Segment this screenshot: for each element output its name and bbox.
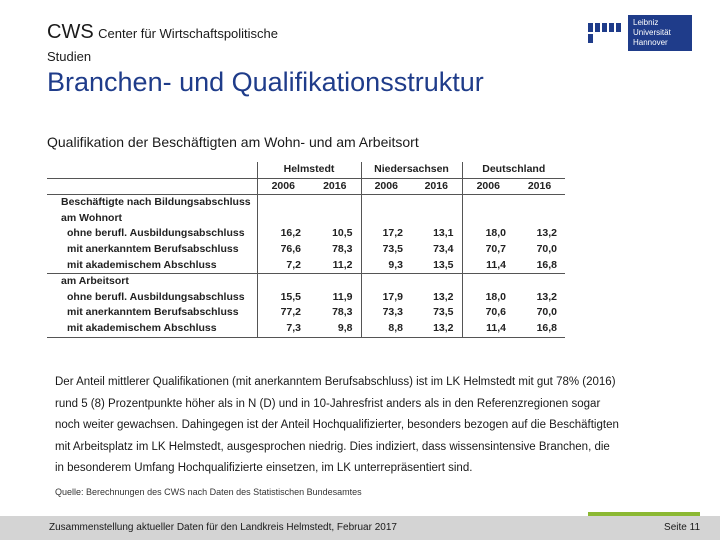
cell-value: 78,3 — [332, 306, 353, 319]
paragraph-line: Der Anteil mittlerer Qualifikationen (mit anerkanntem Berufsabschluss) ist im LK Helmstedt mit gut 78% (2016) — [55, 376, 616, 388]
cell-value: 15,5 — [257, 290, 309, 306]
cell-value: 11,4 — [462, 258, 514, 274]
cell-value: 70,7 — [462, 242, 514, 258]
cell-value: 11,9 — [332, 290, 353, 303]
row-label: mit akademischem Abschluss — [47, 321, 257, 337]
table-year-header-row — [47, 178, 565, 195]
cell-value: 13,2 — [411, 321, 462, 337]
table-region-header-row — [47, 162, 565, 178]
cell-value: 70,0 — [536, 242, 557, 255]
row-label: mit anerkanntem Berufsabschluss — [67, 306, 239, 319]
cell-value: 7,2 — [257, 258, 309, 274]
table-row — [47, 242, 565, 258]
paragraph-line: noch weiter gewachsen. Dahingegen ist der Anteil Hochqualifizierter, besonders bezogen auf die Beschäftigten — [55, 419, 619, 431]
org-abbr: CWS — [47, 21, 94, 43]
cell-value: 73,5 — [433, 306, 454, 319]
cell-value: 9,8 — [309, 321, 361, 337]
table-group-row — [47, 211, 565, 227]
university-logo — [588, 14, 696, 52]
cell-value: 73,3 — [361, 305, 411, 321]
region-header: Niedersachsen — [361, 162, 462, 178]
page-title: Branchen- und Qualifikationsstruktur — [47, 67, 484, 97]
cell-value: 70,0 — [536, 306, 557, 319]
cell-value: 13,5 — [411, 258, 462, 274]
row-label: ohne berufl. Ausbildungsabschluss — [67, 227, 245, 240]
cell-value: 18,0 — [462, 226, 514, 242]
org-header — [47, 22, 278, 42]
cell-value: 73,5 — [361, 242, 411, 258]
table-section-row — [47, 195, 565, 211]
group-label: am Wohnort — [61, 211, 123, 224]
logo-text-line: Hannover — [633, 38, 668, 47]
org-name-line2: Studien — [47, 49, 92, 64]
cell-value: 76,6 — [257, 242, 309, 258]
cell-value: 17,9 — [361, 290, 411, 306]
cell-value: 70,6 — [462, 305, 514, 321]
page-subtitle: Qualifikation der Beschäftigten am Wohn- und am Arbeitsort — [47, 134, 419, 150]
table-row — [47, 226, 565, 242]
cell-value: 11,4 — [462, 321, 514, 337]
logo-text-line: Leibniz — [633, 18, 659, 27]
cell-value: 77,2 — [257, 305, 309, 321]
row-label: mit akademischem Abschluss — [47, 258, 257, 274]
cell-value: 16,2 — [257, 226, 309, 242]
cell-value: 73,4 — [433, 242, 454, 255]
cell-value: 13,2 — [536, 290, 557, 303]
paragraph-line: in besonderem Umfang Hochqualifizierte einsetzen, im LK unterrepräsentiert sind. — [55, 462, 473, 474]
cell-value: 78,3 — [332, 242, 353, 255]
cell-value: 16,8 — [514, 258, 565, 274]
group-label: am Arbeitsort — [61, 275, 129, 288]
table-row — [47, 321, 565, 337]
row-label: mit anerkanntem Berufsabschluss — [67, 242, 239, 255]
cell-value: 13,2 — [536, 227, 557, 240]
year-header: 2016 — [514, 178, 565, 195]
footer-text: Zusammenstellung aktueller Daten für den Landkreis Helmstedt, Februar 2017 — [49, 522, 397, 533]
cell-value: 8,8 — [361, 321, 411, 337]
table-row — [47, 258, 565, 274]
logo-text-line: Universität — [633, 28, 671, 37]
year-header: 2016 — [411, 178, 462, 195]
cell-value: 18,0 — [462, 290, 514, 306]
logo-text-box — [628, 15, 692, 51]
table-row — [47, 305, 565, 321]
year-header: 2016 — [309, 178, 361, 195]
table-group-row — [47, 274, 565, 290]
paragraph-line: mit Arbeitsplatz im LK Helmstedt, ausgesprochen niedrig. Dies indiziert, dass wissensintensive Branchen, die — [55, 440, 610, 453]
year-header: 2006 — [257, 178, 309, 195]
table-row — [47, 290, 565, 306]
section-title: Beschäftigte nach Bildungsabschluss — [61, 196, 251, 209]
qualification-table — [47, 162, 565, 338]
org-name-line1: Center für Wirtschaftspolitische — [98, 26, 279, 41]
cell-value: 7,3 — [257, 321, 309, 337]
year-header: 2006 — [361, 178, 411, 195]
cell-value: 16,8 — [514, 321, 565, 337]
row-label: ohne berufl. Ausbildungsabschluss — [67, 290, 245, 303]
logo-mark-icon — [588, 18, 622, 48]
footer — [0, 516, 720, 540]
cell-value: 13,1 — [433, 227, 454, 240]
paragraph-line: rund 5 (8) Prozentpunkte höher als in N (D) und in 10-Jahresfrist anders als in den Referenzregionen sogar — [55, 397, 601, 410]
cell-value: 11,2 — [309, 258, 361, 274]
region-header: Helmstedt — [257, 162, 361, 178]
cell-value: 9,3 — [361, 258, 411, 274]
page-number: Seite 11 — [664, 522, 700, 533]
source-note: Quelle: Berechnungen des CWS nach Daten des Statistischen Bundesamtes — [55, 487, 362, 497]
cell-value: 17,2 — [361, 226, 411, 242]
summary-paragraph — [55, 372, 665, 480]
year-header: 2006 — [462, 178, 514, 195]
cell-value: 13,2 — [433, 290, 454, 303]
cell-value: 10,5 — [332, 227, 353, 240]
region-header: Deutschland — [462, 162, 565, 178]
